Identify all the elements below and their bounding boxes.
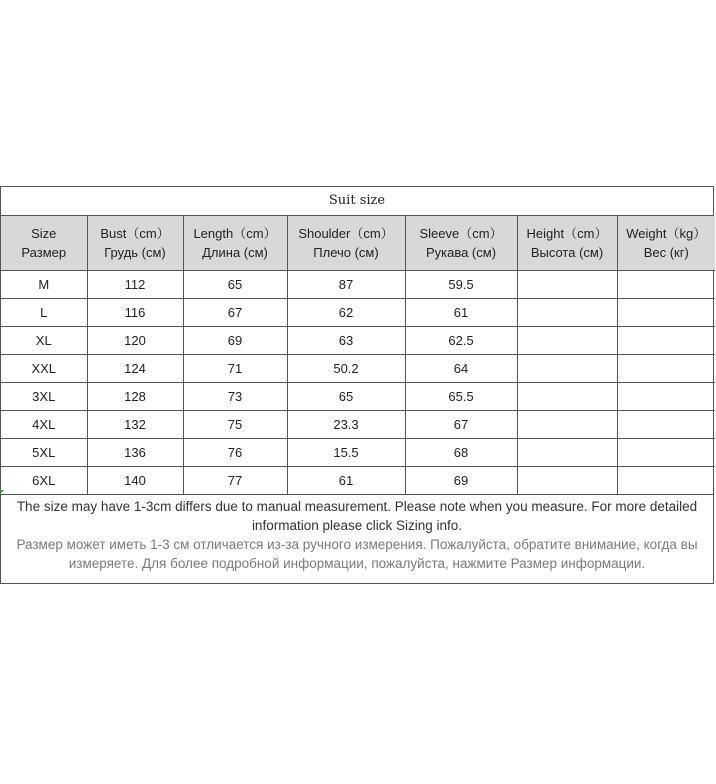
- column-header: [617, 216, 715, 271]
- table-row: [1, 411, 715, 439]
- column-header: [405, 216, 517, 271]
- table-cell: [517, 411, 617, 439]
- table-row: [1, 327, 715, 355]
- table-cell: XXL: [1, 355, 87, 383]
- table-cell: 124: [87, 355, 183, 383]
- table-cell: 128: [87, 383, 183, 411]
- table-body: [1, 271, 715, 495]
- column-header: [87, 216, 183, 271]
- size-table: [1, 216, 715, 494]
- table-cell: 62.5: [405, 327, 517, 355]
- table-cell: 67: [183, 299, 287, 327]
- table-row: [1, 383, 715, 411]
- chart-title: Suit size: [1, 187, 713, 216]
- table-cell: [517, 271, 617, 299]
- column-header: [183, 216, 287, 271]
- table-cell: 62: [287, 299, 405, 327]
- table-cell: [517, 327, 617, 355]
- header-label-en: Shoulder（cm）: [298, 226, 394, 241]
- table-cell: 68: [405, 439, 517, 467]
- table-cell: [617, 355, 715, 383]
- header-label-ru: Длина (см): [202, 245, 268, 260]
- table-cell: [617, 327, 715, 355]
- table-cell: 140: [87, 467, 183, 495]
- table-cell: 77: [183, 467, 287, 495]
- table-cell: [617, 467, 715, 495]
- table-cell: [617, 299, 715, 327]
- header-label-en: Weight（kg）: [626, 226, 707, 241]
- note-english: The size may have 1-3cm differs due to manual measurement. Please note when you measure. For more detailed information please click Sizing info.: [16, 499, 698, 533]
- table-cell: 132: [87, 411, 183, 439]
- table-row: [1, 467, 715, 495]
- header-label-ru: Рукава (см): [425, 245, 497, 260]
- header-label-ru: Размер: [21, 245, 67, 260]
- table-cell: [517, 383, 617, 411]
- header-label-ru: Вес (кг): [643, 245, 689, 260]
- header-label-en: Length（cm）: [193, 226, 277, 241]
- column-header: [1, 216, 87, 271]
- table-cell: [517, 439, 617, 467]
- table-cell: [517, 355, 617, 383]
- table-cell: 65: [183, 271, 287, 299]
- table-cell: 5XL: [1, 439, 87, 467]
- header-label-en: Bust（cm）: [100, 226, 170, 241]
- table-cell: [517, 299, 617, 327]
- table-cell: L: [1, 299, 87, 327]
- table-cell: 65: [287, 383, 405, 411]
- table-cell: 63: [287, 327, 405, 355]
- table-row: [1, 439, 715, 467]
- table-cell: 76: [183, 439, 287, 467]
- size-chart: [0, 186, 714, 584]
- table-cell: [617, 411, 715, 439]
- table-cell: 112: [87, 271, 183, 299]
- table-cell: 50.2: [287, 355, 405, 383]
- table-cell: 71: [183, 355, 287, 383]
- table-cell: 15.5: [287, 439, 405, 467]
- table-cell: 136: [87, 439, 183, 467]
- table-row: [1, 299, 715, 327]
- note-russian: Размер может иметь 1-3 см отличается из-за ручного измерения. Пожалуйста, обратите внимание, когда вы измеряете. Для более подробной информации, пожалуйста, нажмите Размер информации.: [16, 537, 698, 571]
- table-cell: 64: [405, 355, 517, 383]
- table-cell: 3XL: [1, 383, 87, 411]
- table-cell: 4XL: [1, 411, 87, 439]
- header-label-en: Height（cm）: [526, 226, 608, 241]
- header-row: [1, 216, 715, 271]
- table-cell: [517, 467, 617, 495]
- header-label-en: Sleeve（cm）: [419, 226, 503, 241]
- measurement-note: [1, 494, 713, 583]
- table-cell: 116: [87, 299, 183, 327]
- table-row: [1, 355, 715, 383]
- header-label-ru: Плечо (см): [313, 245, 379, 260]
- table-row: [1, 271, 715, 299]
- header-label-ru: Высота (см): [530, 245, 604, 260]
- table-cell: 120: [87, 327, 183, 355]
- table-cell: 87: [287, 271, 405, 299]
- table-cell: 75: [183, 411, 287, 439]
- table-cell: [617, 383, 715, 411]
- table-cell: XL: [1, 327, 87, 355]
- table-cell: 59.5: [405, 271, 517, 299]
- table-cell: 73: [183, 383, 287, 411]
- table-cell: 69: [405, 467, 517, 495]
- header-label-en: Size: [31, 226, 57, 241]
- corner-marker: [0, 490, 4, 494]
- column-header: [287, 216, 405, 271]
- table-cell: [617, 439, 715, 467]
- table-cell: M: [1, 271, 87, 299]
- column-header: [517, 216, 617, 271]
- table-cell: 67: [405, 411, 517, 439]
- table-cell: 61: [287, 467, 405, 495]
- table-cell: 61: [405, 299, 517, 327]
- table-cell: 6XL: [1, 467, 87, 495]
- table-cell: [617, 271, 715, 299]
- header-label-ru: Грудь (см): [104, 245, 166, 260]
- table-cell: 69: [183, 327, 287, 355]
- table-cell: 65.5: [405, 383, 517, 411]
- table-cell: 23.3: [287, 411, 405, 439]
